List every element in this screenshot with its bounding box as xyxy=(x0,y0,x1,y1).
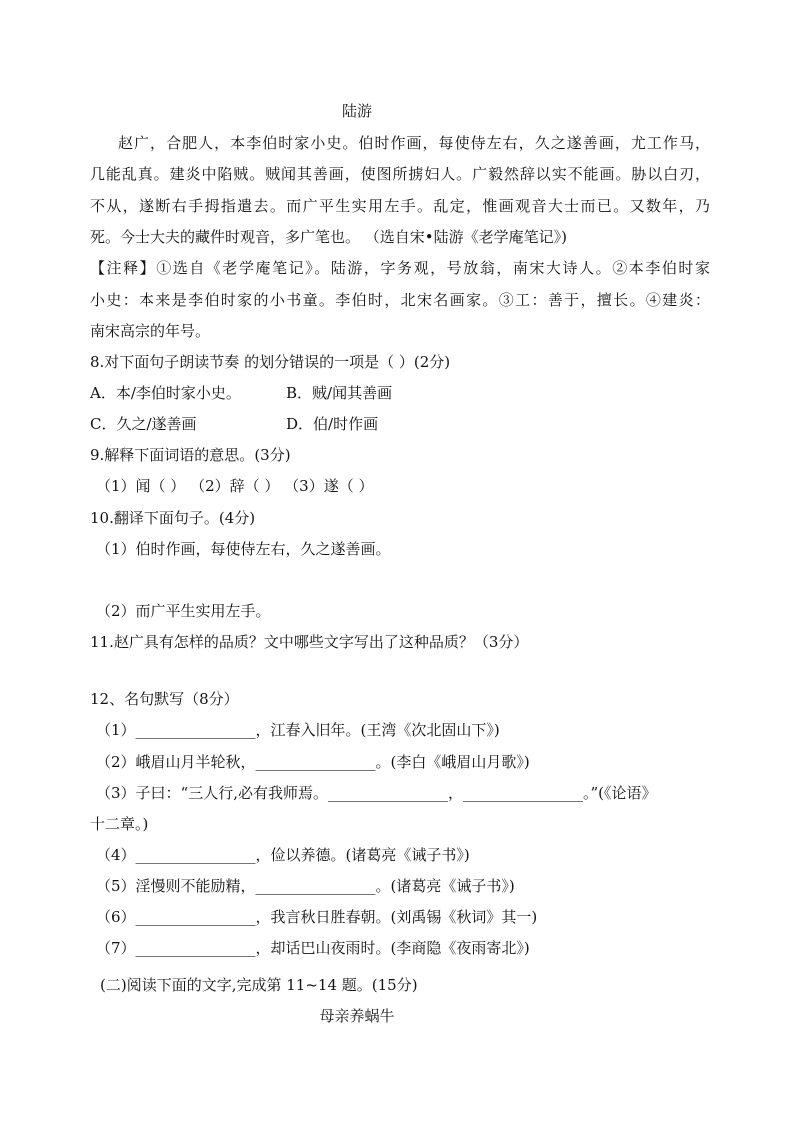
question-12-item-3-cont: 十二章。) xyxy=(90,815,149,833)
option-a: A．本/李伯时家小史。 xyxy=(90,384,241,402)
question-8-stem: 8.对下面句子朗读节奏 的划分错误的一项是（ ）(2分) xyxy=(90,353,451,371)
passage-line-2: 几能乱真。建炎中陷贼。贼闻其善画，使图所掳妇人。广毅然辞以实不能画。胁以白刃， xyxy=(90,165,710,183)
note-line-3: 南宋高宗的年号。 xyxy=(90,322,211,340)
question-9-stem: 9.解释下面词语的意思。(3分) xyxy=(90,446,291,464)
question-12-item-4: （4）________________，俭以养德。(诸葛亮《诫子书》) xyxy=(96,846,470,864)
section-2-heading: (二)阅读下面的文字,完成第 11~14 题。(15分) xyxy=(100,976,418,994)
question-10-stem: 10.翻译下面句子。(4分) xyxy=(90,509,256,527)
question-10-sentence-2: （2）而广平生实用左手。 xyxy=(96,602,271,620)
question-11-stem: 11.赵广具有怎样的品质？文中哪些文字写出了这种品质？（3分） xyxy=(90,633,529,651)
question-12-item-6: （6）________________，我言秋日胜春朝。(刘禹锡《秋词》其一) xyxy=(96,908,538,926)
question-12-item-1: （1）________________，江春入旧年。(王湾《次北固山下》) xyxy=(96,721,500,739)
passage-title: 陆游 xyxy=(341,102,372,120)
section-2-title: 母亲养蜗牛 xyxy=(319,1007,395,1025)
option-b: B．贼/闻其善画 xyxy=(286,384,393,402)
question-10-sentence-1: （1）伯时作画，每使侍左右，久之遂善画。 xyxy=(96,540,391,558)
passage-line-3: 不从，遂断右手拇指遣去。而广平生实用左手。乱定，惟画观音大士而已。又数年，乃 xyxy=(90,197,710,215)
passage-line-4: 死。今士大夫的藏件时观音，多广笔也。 （选自宋•陆游《老学庵笔记》) xyxy=(90,228,567,246)
question-12-item-2: （2）峨眉山月半轮秋，________________。(李白《峨眉山月歌》) xyxy=(96,753,530,771)
question-8-options-ab xyxy=(90,383,710,403)
passage-line-1: 赵广，合肥人，本李伯时家小史。伯时作画，每使侍左右，久之遂善画，尤工作马， xyxy=(118,134,710,152)
question-12-stem: 12、名句默写（8分） xyxy=(90,690,239,708)
note-line-1: 【注释】①选自《老学庵笔记》。陆游，字务观，号放翁，南宋大诗人。②本李伯时家 xyxy=(90,259,710,277)
question-12-item-3: （3）子曰：“三人行,必有我师焉。________________，________________。”(《论语》 xyxy=(96,784,657,802)
question-12-item-7: （7）________________，却话巴山夜雨时。(李商隐《夜雨寄北》) xyxy=(96,939,530,957)
note-line-2: 小史：本来是李伯时家的小书童。李伯时，北宋名画家。③工：善于，擅长。④建炎： xyxy=(90,291,710,309)
option-c: C．久之/遂善画 xyxy=(90,415,197,433)
question-8-options-cd xyxy=(90,414,710,434)
question-9-items: （1）闻（ ） （2）辞（ ） （3）遂（ ） xyxy=(96,477,374,495)
option-d: D．伯/时作画 xyxy=(286,415,379,433)
question-12-item-5: （5）淫慢则不能励精，________________。(诸葛亮《诫子书》) xyxy=(96,877,515,895)
